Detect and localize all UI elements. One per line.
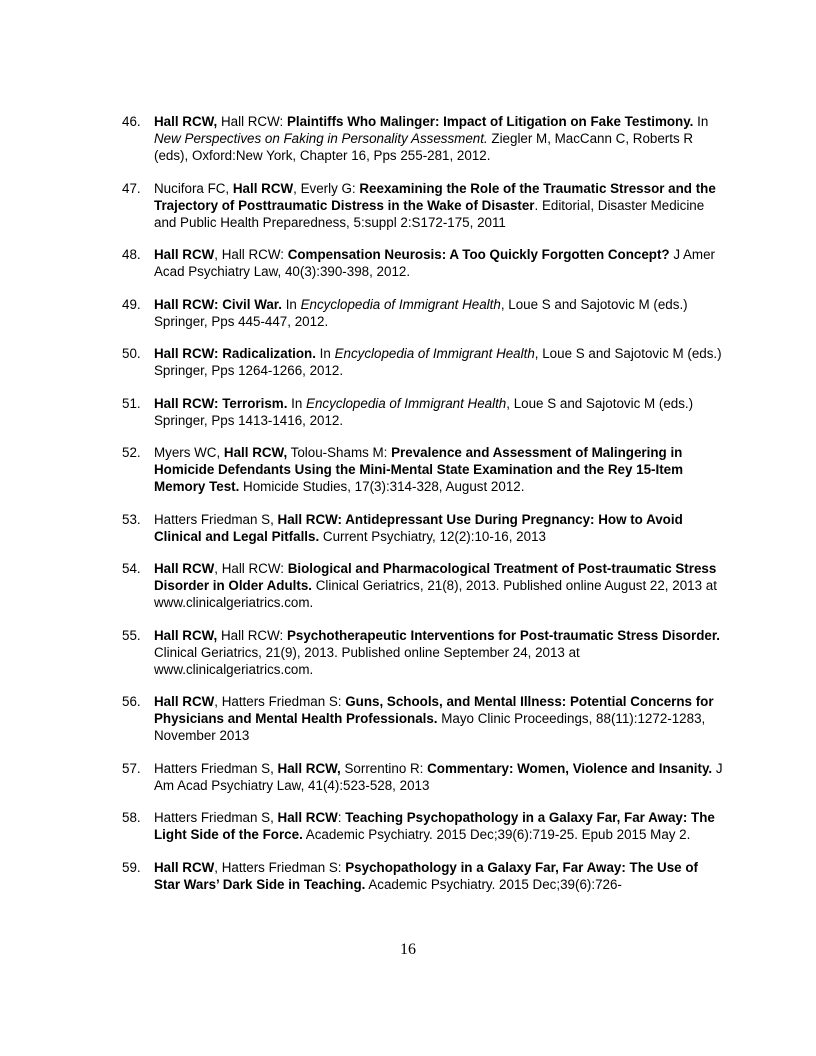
reference-text: Homicide Studies, 17(3):314-328, August 2012.	[239, 479, 525, 494]
reference-bold-text: Hall RCW: Antidepressant Use During Pregnancy: How to Avoid Clinical and Legal Pitfalls.	[154, 511, 683, 544]
reference-text: , Loue S and Sajotovic M (eds.) Springer, Pps 445-447, 2012.	[154, 296, 688, 329]
reference-number: 59.	[122, 859, 141, 875]
reference-number: 58.	[122, 810, 141, 825]
reference-text: , Hatters Friedman S:	[214, 694, 346, 709]
reference-text: , Hatters Friedman S:	[214, 859, 346, 875]
reference-item	[122, 760, 724, 794]
page-number: 16	[400, 941, 416, 958]
reference-bold-text: Hall RCW: Terrorism.	[154, 395, 288, 411]
reference-bold-text: Psychotherapeutic Interventions for Post-traumatic Stress Disorder.	[286, 627, 721, 643]
reference-bold-text: Hall RCW: Radicalization.	[154, 346, 316, 361]
reference-item	[122, 809, 724, 843]
reference-bold-text: Plaintiffs Who Malinger: Impact of Litigation on Fake Testimony.	[286, 114, 694, 129]
reference-item	[122, 113, 724, 164]
reference-item	[122, 345, 724, 379]
reference-text: Hatters Friedman S,	[154, 511, 278, 527]
reference-bold-text: Hall RCW,	[277, 760, 341, 776]
reference-text: Mayo Clinic Proceedings, 88(11):1272-1283, November 2013	[154, 711, 706, 743]
reference-text: , Hall RCW:	[214, 247, 288, 262]
reference-text: . Editorial, Disaster Medicine and Public Health Preparedness, 5:suppl 2:S172-175, 2011	[154, 197, 705, 230]
reference-number: 50.	[122, 346, 141, 361]
reference-number: 49.	[122, 296, 141, 312]
reference-bold-text: Commentary: Women, Violence and Insanity.	[427, 760, 713, 776]
reference-bold-text: Hall RCW	[154, 859, 215, 875]
reference-bold-text: Hall RCW,	[223, 445, 288, 460]
reference-text: Clinical Geriatrics, 21(9), 2013. Published online September 24, 2013 at www.clinicalgeriatrics.com.	[154, 644, 580, 677]
reference-italic-text: Encyclopedia of Immigrant Health	[334, 346, 535, 361]
reference-bold-text: Hall RCW	[154, 247, 215, 262]
reference-bold-text: Hall RCW	[154, 561, 215, 576]
reference-number: 52.	[122, 445, 141, 460]
reference-number: 57.	[122, 760, 141, 776]
reference-number: 51.	[122, 395, 141, 411]
reference-item	[122, 693, 724, 744]
reference-item	[122, 560, 724, 611]
reference-list	[122, 113, 724, 908]
reference-text: Hatters Friedman S,	[154, 760, 278, 776]
reference-item	[122, 246, 724, 280]
reference-text: Hall RCW:	[217, 627, 287, 643]
reference-bold-text: Psychopathology in a Galaxy Far, Far Away: The Use of Star Wars’ Dark Side in Teaching.	[154, 859, 698, 892]
reference-text: In	[281, 296, 301, 312]
reference-bold-text: Hall RCW	[154, 694, 215, 709]
reference-bold-text: Biological and Pharmacological Treatment of Post-traumatic Stress Disorder in Older Adults.	[154, 561, 717, 593]
reference-text: In	[693, 114, 709, 129]
reference-bold-text: Reexamining the Role of the Traumatic Stressor and the Trajectory of Posttraumatic Distress in the Wake of Disaster	[154, 180, 716, 213]
reference-number: 46.	[122, 114, 141, 129]
reference-number: 53.	[122, 511, 141, 527]
reference-text: Tolou-Shams M:	[287, 445, 392, 460]
reference-text: Hatters Friedman S,	[154, 810, 278, 825]
reference-text: Myers WC,	[154, 445, 224, 460]
reference-text: Hall RCW:	[217, 114, 287, 129]
reference-text: In	[315, 346, 335, 361]
reference-text: Sorrentino R:	[340, 760, 428, 776]
reference-text: Academic Psychiatry. 2015 Dec;39(6):726-	[365, 876, 622, 892]
reference-italic-text: Encyclopedia of Immigrant Health	[300, 296, 501, 312]
reference-item	[122, 444, 724, 495]
reference-text: :	[337, 810, 346, 825]
reference-text: , Loue S and Sajotovic M (eds.) Springer, Pps 1413-1416, 2012.	[154, 395, 694, 428]
reference-italic-text: New Perspectives on Faking in Personality Assessment.	[154, 131, 488, 146]
reference-item	[122, 180, 724, 231]
reference-italic-text: Encyclopedia of Immigrant Health	[306, 395, 507, 411]
reference-item	[122, 511, 724, 545]
reference-bold-text: Hall RCW	[277, 810, 338, 825]
reference-number: 47.	[122, 180, 141, 196]
reference-bold-text: Hall RCW,	[154, 114, 218, 129]
reference-text: In	[287, 395, 307, 411]
reference-bold-text: Hall RCW,	[154, 627, 218, 643]
reference-number: 55.	[122, 627, 141, 643]
reference-text: J Amer Acad Psychiatry Law, 40(3):390-398, 2012.	[154, 247, 715, 279]
reference-text: J Am Acad Psychiatry Law, 41(4):523-528, 2013	[154, 760, 723, 793]
reference-text: Nucifora FC,	[154, 180, 233, 196]
reference-bold-text: Hall RCW: Civil War.	[154, 296, 282, 312]
reference-text: Clinical Geriatrics, 21(8), 2013. Published online August 22, 2013 at www.clinicalgeriatrics.com.	[154, 578, 717, 610]
reference-item	[122, 296, 724, 330]
reference-item	[122, 859, 724, 893]
reference-text: Ziegler M, MacCann C, Roberts R (eds), Oxford:New York, Chapter 16, Pps 255-281, 2012.	[154, 131, 694, 163]
reference-text: Current Psychiatry, 12(2):10-16, 2013	[319, 528, 546, 544]
reference-number: 54.	[122, 561, 141, 576]
reference-text: Academic Psychiatry. 2015 Dec;39(6):719-25. Epub 2015 May 2.	[302, 827, 691, 842]
reference-item	[122, 627, 724, 678]
reference-number: 56.	[122, 694, 141, 709]
reference-text: , Loue S and Sajotovic M (eds.) Springer, Pps 1264-1266, 2012.	[154, 346, 722, 378]
reference-bold-text: Compensation Neurosis: A Too Quickly Forgotten Concept?	[287, 247, 670, 262]
reference-bold-text: Hall RCW	[232, 180, 294, 196]
reference-bold-text: Prevalence and Assessment of Malingering in Homicide Defendants Using the Mini-Mental State Examination and the Rey 15-Item Memory Test.	[154, 445, 684, 494]
reference-text: , Hall RCW:	[214, 561, 288, 576]
reference-item	[122, 395, 724, 429]
reference-bold-text: Guns, Schools, and Mental Illness: Potential Concerns for Physicians and Mental Health Professionals.	[154, 694, 714, 726]
reference-text: , Everly G:	[293, 180, 360, 196]
reference-number: 48.	[122, 247, 141, 262]
reference-bold-text: Teaching Psychopathology in a Galaxy Far, Far Away: The Light Side of the Force.	[154, 810, 715, 842]
